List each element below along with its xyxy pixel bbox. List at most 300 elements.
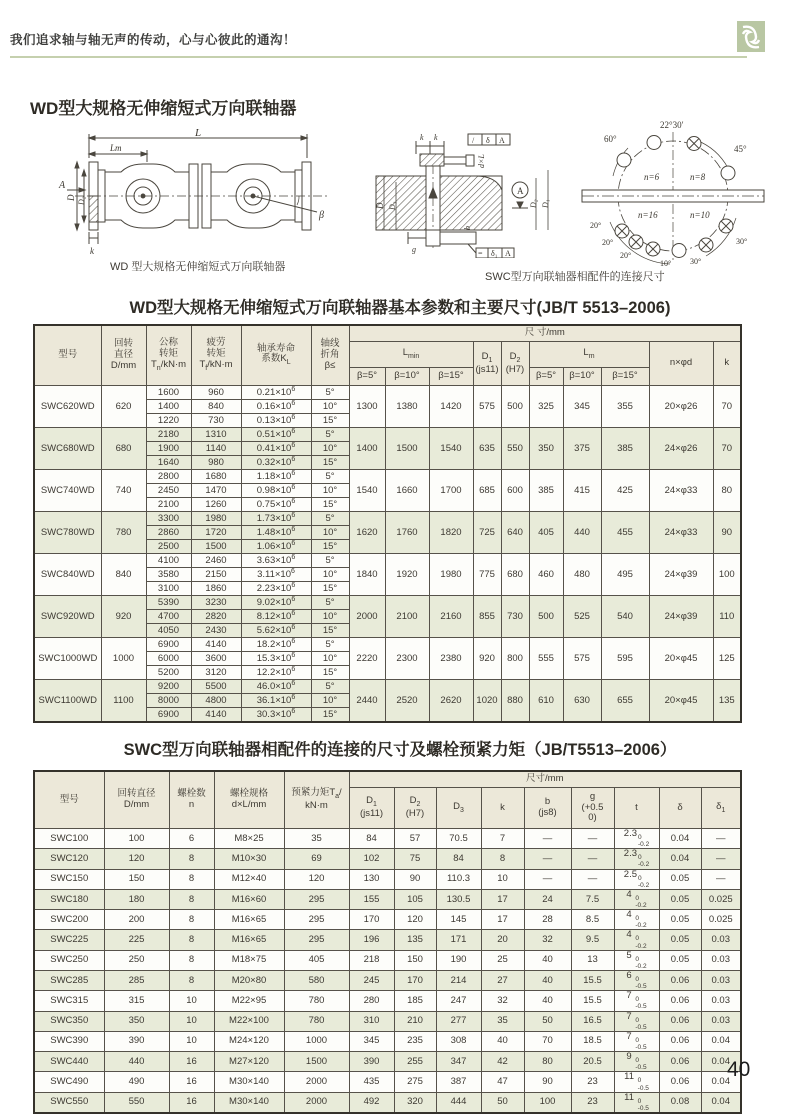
table-cell: 2100 — [146, 498, 191, 512]
gdt-delta1-label: δ₁ — [491, 249, 498, 258]
table-cell: 5° — [311, 428, 349, 442]
angle-30a-label: 30° — [690, 257, 702, 266]
table-cell: 2450 — [146, 484, 191, 498]
table-cell: 47 — [481, 1072, 524, 1092]
table-cell: 1000 — [284, 1031, 349, 1051]
table-row — [34, 512, 741, 526]
bolt-circle-diagram — [568, 118, 778, 273]
table-cell: 2440 — [349, 680, 385, 723]
table-cell: 390 — [104, 1031, 169, 1051]
table-cell: $8.12\times 10^6$ — [241, 610, 311, 624]
table-cell: 2860 — [146, 526, 191, 540]
col-d1: $D_1$ (js11) — [473, 342, 501, 386]
table-cell: 350 — [104, 1011, 169, 1031]
dim-label-D2: D₂ — [529, 199, 538, 208]
table-cell: 3230 — [191, 596, 241, 610]
table-cell: 135 — [713, 680, 741, 723]
table-cell: 20 — [481, 930, 524, 950]
table-cell: 120 — [284, 869, 349, 889]
table-cell: 24×φ33 — [649, 470, 713, 512]
table-cell: 170 — [349, 910, 394, 930]
table-cell: 525 — [563, 596, 601, 638]
table-cell: 2800 — [146, 470, 191, 484]
table-cell: 0.03 — [701, 991, 741, 1011]
table-cell: 8 — [169, 889, 214, 909]
table-cell: 15° — [311, 540, 349, 554]
table-cell: $15.3\times 10^6$ — [241, 652, 311, 666]
table-cell: 550 — [104, 1092, 169, 1113]
table-cell: 185 — [394, 991, 436, 1011]
table-cell: 80 — [713, 470, 741, 512]
table-cell: SWC840WD — [34, 554, 101, 596]
table-cell: 680 — [501, 554, 529, 596]
table-cell: 75 — [394, 849, 436, 869]
table-cell: 1020 — [473, 680, 501, 723]
table-cell: $1.48\times 10^6$ — [241, 526, 311, 540]
table-cell: 780 — [101, 512, 146, 554]
table-cell: M12×40 — [214, 869, 284, 889]
table-cell: 130 — [349, 869, 394, 889]
table-cell: 28 — [524, 910, 571, 930]
table-cell: 1820 — [429, 512, 473, 554]
table-row — [34, 991, 741, 1011]
table-cell: M16×65 — [214, 930, 284, 950]
table-row — [34, 386, 741, 400]
table-cell: 1900 — [146, 442, 191, 456]
table-row — [34, 829, 741, 849]
table-cell: 18.5 — [571, 1031, 614, 1051]
table-cell: 24×φ33 — [649, 512, 713, 554]
table-cell: SWC150 — [34, 869, 104, 889]
table-cell: 24 — [524, 889, 571, 909]
table-cell: 4050 — [146, 624, 191, 638]
table-cell: 310 — [349, 1011, 394, 1031]
table-cell: SWC920WD — [34, 596, 101, 638]
table-cell: 35 — [284, 829, 349, 849]
table-cell: 10° — [311, 652, 349, 666]
table-cell: 8 — [481, 849, 524, 869]
table-cell: 4 0 -0.2 — [614, 889, 659, 909]
table-cell: 17 — [481, 889, 524, 909]
col-nominal-torque: 公称 转矩 $T_n/kN\cdot m$ — [146, 325, 191, 386]
table-cell: 780 — [284, 991, 349, 1011]
table-cell: 5° — [311, 554, 349, 568]
table-cell: 350 — [529, 428, 563, 470]
table-cell: 245 — [349, 970, 394, 990]
table-cell: SWC180 — [34, 889, 104, 909]
table-cell: 15.5 — [571, 991, 614, 1011]
table-cell: 42 — [481, 1052, 524, 1072]
table-cell: 1220 — [146, 414, 191, 428]
table-cell: 255 — [394, 1052, 436, 1072]
table-row — [34, 470, 741, 484]
table-cell: 0.03 — [701, 950, 741, 970]
col-model: 型号 — [34, 325, 101, 386]
table-cell: 70 — [713, 386, 741, 428]
table-row — [34, 680, 741, 694]
table-cell: 2220 — [349, 638, 385, 680]
table-cell: 3580 — [146, 568, 191, 582]
table-cell: SWC490 — [34, 1072, 104, 1092]
table-cell: 775 — [473, 554, 501, 596]
table-cell: 295 — [284, 930, 349, 950]
table-cell: 6900 — [146, 708, 191, 723]
table-cell: 960 — [191, 386, 241, 400]
table-cell: 15° — [311, 666, 349, 680]
dim-label-D: D — [375, 202, 385, 209]
table-cell: 1620 — [349, 512, 385, 554]
table-cell: 84 — [436, 849, 481, 869]
table-cell: 5° — [311, 596, 349, 610]
table-cell: 635 — [473, 428, 501, 470]
table-row — [34, 1052, 741, 1072]
table-cell: 24×φ39 — [649, 554, 713, 596]
table-row — [34, 638, 741, 652]
table-cell: 10 — [169, 1011, 214, 1031]
table-cell: 0.04 — [701, 1031, 741, 1051]
table-cell: 1420 — [429, 386, 473, 428]
table-row — [34, 428, 741, 442]
col-lm-b5: β=5° — [529, 368, 563, 386]
table-cell: 8 — [169, 930, 214, 950]
table-cell: $46.0\times 10^6$ — [241, 680, 311, 694]
dim-label-beta: β — [319, 210, 324, 221]
table-cell: $0.21\times 10^6$ — [241, 386, 311, 400]
col2-k: k — [481, 788, 524, 829]
table-cell: 218 — [349, 950, 394, 970]
table-cell: 7 0 -0.5 — [614, 1011, 659, 1031]
table-cell: 16.5 — [571, 1011, 614, 1031]
table-cell: 440 — [563, 512, 601, 554]
table-cell: 9200 — [146, 680, 191, 694]
col2-delta1: $\delta_1$ — [701, 788, 741, 829]
swc-section-diagram — [368, 130, 568, 263]
table-cell: 8.5 — [571, 910, 614, 930]
table-cell: 320 — [394, 1092, 436, 1113]
table-cell: 130.5 — [436, 889, 481, 909]
col2-bolt-spec: 螺栓规格 d×L/mm — [214, 771, 284, 829]
table-cell: 385 — [601, 428, 649, 470]
table-cell: 6900 — [146, 638, 191, 652]
table-cell: SWC285 — [34, 970, 104, 990]
dim-label-k2: k — [434, 133, 438, 142]
table-cell: 1500 — [284, 1052, 349, 1072]
table-cell: 6000 — [146, 652, 191, 666]
col-lm-group: $L_m$ — [529, 342, 649, 368]
table-cell: 1980 — [191, 512, 241, 526]
table-cell: 0.03 — [701, 930, 741, 950]
wd-coupling-diagram — [55, 128, 345, 261]
table-cell: 500 — [529, 596, 563, 638]
table-cell: $36.1\times 10^6$ — [241, 694, 311, 708]
table-cell: 480 — [563, 554, 601, 596]
table-cell: — — [571, 849, 614, 869]
table-cell: 200 — [104, 910, 169, 930]
table-cell: M10×30 — [214, 849, 284, 869]
table-cell: SWC225 — [34, 930, 104, 950]
table-cell: 10° — [311, 526, 349, 540]
table-cell: 8 — [169, 910, 214, 930]
table-cell: 70 — [524, 1031, 571, 1051]
table-cell: M8×25 — [214, 829, 284, 849]
table-cell: 100 — [104, 829, 169, 849]
dim-label-D1: D₁ — [541, 199, 550, 208]
col-lmin-b15: β=15° — [429, 368, 473, 386]
table-cell: 8 — [169, 869, 214, 889]
dim-label-D2: D₂ — [77, 196, 86, 205]
dim-label-b: b — [463, 226, 472, 230]
table-cell: SWC680WD — [34, 428, 101, 470]
table-cell: 180 — [104, 889, 169, 909]
table-cell: $0.16\times 10^6$ — [241, 400, 311, 414]
table-cell: 70 — [713, 428, 741, 470]
table-cell: 13 — [571, 950, 614, 970]
table-cell: 0.06 — [659, 970, 701, 990]
table-cell: 70.5 — [436, 829, 481, 849]
table-cell: $0.75\times 10^6$ — [241, 498, 311, 512]
col-fatigue-torque: 疲劳 转矩 $T_f/kN\cdot m$ — [191, 325, 241, 386]
table-cell: 492 — [349, 1092, 394, 1113]
table-cell: 1100 — [101, 680, 146, 723]
n16-label: n=16 — [638, 210, 658, 220]
table-cell: 4140 — [191, 638, 241, 652]
table-cell: 3600 — [191, 652, 241, 666]
wd-parameters-table — [33, 324, 742, 723]
table-cell: — — [571, 829, 614, 849]
table-cell: SWC120 — [34, 849, 104, 869]
table-cell: 1860 — [191, 582, 241, 596]
table-cell: $1.18\times 10^6$ — [241, 470, 311, 484]
table-cell: 277 — [436, 1011, 481, 1031]
table-cell: 610 — [529, 680, 563, 723]
table-cell: 27 — [481, 970, 524, 990]
table-cell: 1660 — [385, 470, 429, 512]
table-cell: 1300 — [349, 386, 385, 428]
table-cell: SWC390 — [34, 1031, 104, 1051]
table-cell: 90 — [394, 869, 436, 889]
table-cell: 5° — [311, 680, 349, 694]
table-cell: 23 — [571, 1092, 614, 1113]
table-row — [34, 910, 741, 930]
table-cell: 0.025 — [701, 889, 741, 909]
n10-label: n=10 — [690, 210, 710, 220]
col2-diameter: 回转直径 D/mm — [104, 771, 169, 829]
table1-title: WD型大规格无伸缩短式万向联轴器基本参数和主要尺寸(JB/T 5513–2006) — [129, 299, 671, 317]
table-cell: 2620 — [429, 680, 473, 723]
table-cell: 10 — [169, 1031, 214, 1051]
table-cell: 9 0 -0.5 — [614, 1052, 659, 1072]
table-cell: 16 — [169, 1092, 214, 1113]
table-cell: SWC780WD — [34, 512, 101, 554]
table-cell: 920 — [101, 596, 146, 638]
wd-diagram-caption: WD 型大规格无伸缩短式万向联轴器 — [110, 261, 286, 273]
table-cell: $18.2\times 10^6$ — [241, 638, 311, 652]
table-row — [34, 970, 741, 990]
table-cell: 1540 — [349, 470, 385, 512]
table-cell: 1920 — [385, 554, 429, 596]
table-cell: 0.05 — [659, 910, 701, 930]
table-row — [34, 1031, 741, 1051]
table-cell: $0.41\times 10^6$ — [241, 442, 311, 456]
table2-title: SWC型万向联轴器相配件的连接的尺寸及螺栓预紧力矩（JB/T5513–2006） — [123, 741, 677, 759]
table-cell: 435 — [349, 1072, 394, 1092]
table-cell: SWC1100WD — [34, 680, 101, 723]
dim-label-dxl: d×L — [477, 154, 486, 168]
table-cell: 5200 — [146, 666, 191, 680]
table-cell: 105 — [394, 889, 436, 909]
table-cell: 0.06 — [659, 1011, 701, 1031]
table-cell: 0.04 — [701, 1092, 741, 1113]
table-cell: 2380 — [429, 638, 473, 680]
swc-connection-table — [33, 770, 742, 1114]
table-cell: $9.02\times 10^6$ — [241, 596, 311, 610]
table-row — [34, 554, 741, 568]
table-cell: 110 — [713, 596, 741, 638]
table-cell: 84 — [349, 829, 394, 849]
table-cell: 4 0 -0.2 — [614, 930, 659, 950]
table-cell: 11 0 -0.5 — [614, 1092, 659, 1113]
table-cell: 50 — [524, 1011, 571, 1031]
col-bearing-life: 轴承寿命 系数$K_L$ — [241, 325, 311, 386]
table-cell: SWC440 — [34, 1052, 104, 1072]
n6-label: n=6 — [644, 172, 660, 182]
table-cell: 145 — [436, 910, 481, 930]
table-cell: 840 — [191, 400, 241, 414]
table-cell: 0.04 — [701, 1072, 741, 1092]
col-lmin-b5: β=5° — [349, 368, 385, 386]
table-cell: 1400 — [349, 428, 385, 470]
table-cell: 595 — [601, 638, 649, 680]
table-cell: SWC200 — [34, 910, 104, 930]
dim-label-k: k — [90, 246, 94, 256]
table-cell: 2520 — [385, 680, 429, 723]
table-cell: 25 — [481, 950, 524, 970]
table-cell: 23 — [571, 1072, 614, 1092]
table-cell: 24×φ26 — [649, 428, 713, 470]
table-cell: 2.3 0 -0.2 — [614, 829, 659, 849]
table-cell: 15° — [311, 624, 349, 638]
table-cell: 1380 — [385, 386, 429, 428]
table-cell: 4100 — [146, 554, 191, 568]
table-cell: 840 — [101, 554, 146, 596]
gdt-parallel-symbol: = — [478, 249, 483, 258]
datum-a-circle-label: A — [517, 186, 524, 196]
table-cell: 0.05 — [659, 930, 701, 950]
col-lmin-group: $L_{min}$ — [349, 342, 473, 368]
table-cell: 190 — [436, 950, 481, 970]
table-cell: $5.62\times 10^6$ — [241, 624, 311, 638]
company-logo-icon — [737, 21, 765, 52]
col2-delta: δ — [659, 788, 701, 829]
table-row — [34, 889, 741, 909]
table-cell: 855 — [473, 596, 501, 638]
table-cell: 1500 — [191, 540, 241, 554]
table-cell: — — [524, 869, 571, 889]
col2-bolt-count: 螺栓数 n — [169, 771, 214, 829]
table-cell: 1840 — [349, 554, 385, 596]
table-cell: SWC550 — [34, 1092, 104, 1113]
table-cell: 4800 — [191, 694, 241, 708]
table-cell: 1310 — [191, 428, 241, 442]
table-cell: SWC315 — [34, 991, 104, 1011]
table-cell: 425 — [601, 470, 649, 512]
table-cell: 1980 — [429, 554, 473, 596]
table-cell: 110.3 — [436, 869, 481, 889]
table-cell: 3300 — [146, 512, 191, 526]
table-cell: 390 — [349, 1052, 394, 1072]
table-cell: M22×100 — [214, 1011, 284, 1031]
dim-label-k1: k — [420, 133, 424, 142]
gdt-flatness-symbol: / — [472, 136, 475, 145]
table-cell: $0.98\times 10^6$ — [241, 484, 311, 498]
table-cell: 1600 — [146, 386, 191, 400]
table-cell: SWC740WD — [34, 470, 101, 512]
table-cell: 50 — [481, 1092, 524, 1113]
table-row — [34, 930, 741, 950]
table-cell: 5 0 -0.2 — [614, 950, 659, 970]
table-cell: 1720 — [191, 526, 241, 540]
table-cell: 730 — [501, 596, 529, 638]
table-cell: 16 — [169, 1052, 214, 1072]
table-cell: 40 — [524, 950, 571, 970]
table-cell: 575 — [473, 386, 501, 428]
table-cell: 20×φ45 — [649, 680, 713, 723]
dim-label-L: L — [195, 128, 202, 139]
table-cell: 6 0 -0.5 — [614, 970, 659, 990]
table-cell: 10° — [311, 400, 349, 414]
table-cell: 490 — [104, 1072, 169, 1092]
table-cell: 640 — [501, 512, 529, 554]
table-cell: 2.3 0 -0.2 — [614, 849, 659, 869]
table-cell: 0.05 — [659, 869, 701, 889]
table-cell: 8 — [169, 950, 214, 970]
table-cell: SWC1000WD — [34, 638, 101, 680]
table-cell: 375 — [563, 428, 601, 470]
table-cell: 555 — [529, 638, 563, 680]
col2-b: b (js8) — [524, 788, 571, 829]
table-cell: 15° — [311, 414, 349, 428]
table-cell: 600 — [501, 470, 529, 512]
table-cell: 8000 — [146, 694, 191, 708]
table-cell: $12.2\times 10^6$ — [241, 666, 311, 680]
table-cell: 171 — [436, 930, 481, 950]
table-cell: 20×φ45 — [649, 638, 713, 680]
table-cell: $0.51\times 10^6$ — [241, 428, 311, 442]
col-lm-b10: β=10° — [563, 368, 601, 386]
table-cell: 680 — [101, 428, 146, 470]
table-cell: $30.3\times 10^6$ — [241, 708, 311, 723]
table-cell: SWC250 — [34, 950, 104, 970]
table-cell: 57 — [394, 829, 436, 849]
table-cell: 6 — [169, 829, 214, 849]
table-cell: 0.03 — [701, 970, 741, 990]
swc-diagram-caption: SWC型万向联轴器相配件的连接尺寸 — [485, 271, 665, 283]
angle-2230-label: 22°30′ — [660, 120, 684, 130]
angle-30b-label: 30° — [736, 237, 748, 246]
table-cell: 1470 — [191, 484, 241, 498]
table-cell: 740 — [101, 470, 146, 512]
gdt-datum-a: A — [499, 136, 505, 145]
col-d2: $D_2$ (H7) — [501, 342, 529, 386]
table-cell: 285 — [104, 970, 169, 990]
table-cell: 1640 — [146, 456, 191, 470]
table-cell: 196 — [349, 930, 394, 950]
table-cell: $2.23\times 10^6$ — [241, 582, 311, 596]
table-cell: $0.32\times 10^6$ — [241, 456, 311, 470]
table-cell: 5° — [311, 386, 349, 400]
dim-label-Lm: Lm — [110, 143, 122, 153]
col2-d3: $D_3$ — [436, 788, 481, 829]
